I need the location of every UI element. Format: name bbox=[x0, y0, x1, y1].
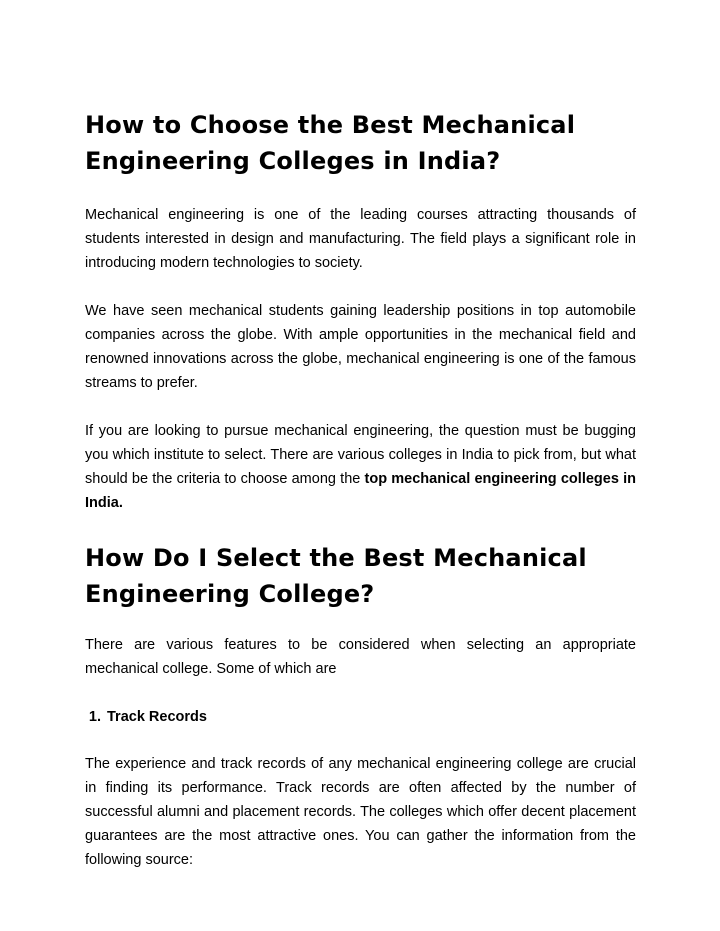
main-heading: How to Choose the Best Mechanical Engineering Colleges in India? bbox=[85, 111, 576, 175]
list-item: 1. Track Records bbox=[105, 705, 636, 729]
features-list bbox=[85, 705, 636, 729]
leadership-paragraph: We have seen mechanical students gaining leadership positions in top automobile companies across the globe. With ample opportunities in the mechanical field and renowned innovations across the globe, mechanical engineering is one of the famous streams to prefer. bbox=[85, 303, 636, 391]
track-records-paragraph: The experience and track records of any mechanical engineering college are crucial in finding its performance. Track records are often affected by the number of successful alumni and placement records. The colleges which offer decent placement guarantees are the most attractive ones. You can gather the information from the following source: bbox=[85, 756, 636, 868]
criteria-paragraph bbox=[85, 419, 636, 515]
section-heading: How Do I Select the Best Mechanical Engineering College? bbox=[85, 544, 587, 608]
document-body bbox=[85, 107, 636, 896]
features-paragraph: There are various features to be considered when selecting an appropriate mechanical college. Some of which are bbox=[85, 637, 636, 677]
criteria-bold-text: top mechanical engineering colleges in India. bbox=[85, 471, 636, 511]
criteria-text: If you are looking to pursue mechanical engineering, the question must be bugging you which institute to select. There are various colleges in India to pick from, but what should be the criteria to choose among the bbox=[85, 423, 636, 487]
intro-paragraph: Mechanical engineering is one of the leading courses attracting thousands of students interested in design and manufacturing. The field plays a significant role in introducing modern technologies to society. bbox=[85, 207, 636, 271]
